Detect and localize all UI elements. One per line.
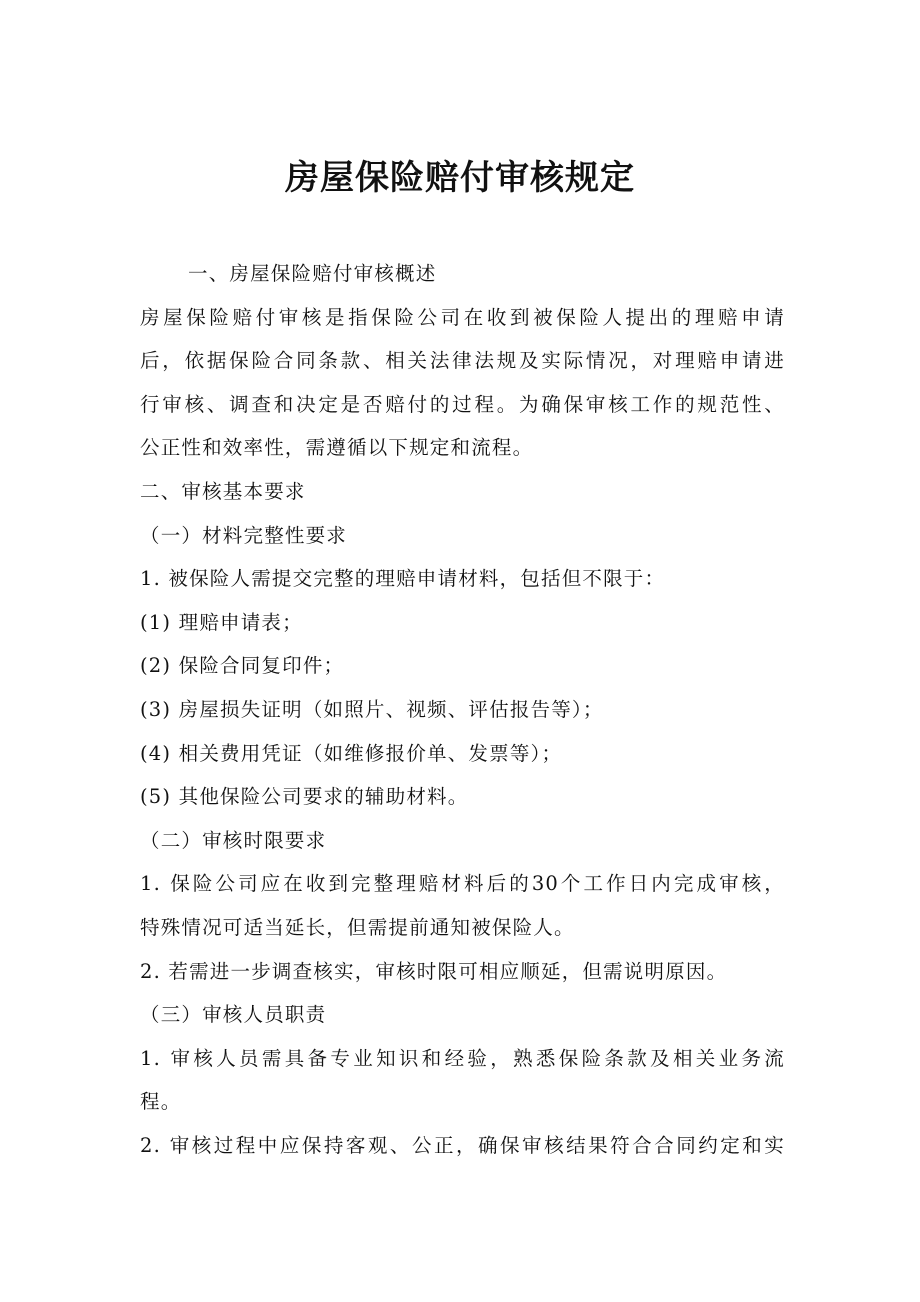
list-item: 1. 被保险人需提交完整的理赔申请材料，包括但不限于： [140, 567, 666, 591]
list-item: 2. 审核过程中应保持客观、公正，确保审核结果符合合同约定和实 [140, 1133, 785, 1157]
subsection-heading-materials: （一）材料完整性要求 [140, 523, 348, 547]
subsection-heading-reviewer-duties: （三）审核人员职责 [140, 1003, 327, 1027]
document-title: 房屋保险赔付审核规定 [285, 158, 635, 198]
paragraph-line: 房屋保险赔付审核是指保险公司在收到被保险人提出的理赔申请 [140, 305, 785, 329]
list-item: (4) 相关费用凭证（如维修报价单、发票等）； [140, 741, 563, 765]
list-item: 1. 保险公司应在收到完整理赔材料后的30个工作日内完成审核， [140, 872, 785, 896]
subsection-heading-time-limit: （二）审核时限要求 [140, 828, 327, 852]
section-heading-overview: 一、房屋保险赔付审核概述 [188, 262, 437, 285]
list-item: 1. 审核人员需具备专业知识和经验，熟悉保险条款及相关业务流 [140, 1046, 785, 1070]
list-item-continuation: 特殊情况可适当延长，但需提前通知被保险人。 [140, 915, 575, 939]
paragraph-line: 行审核、调查和决定是否赔付的过程。为确保审核工作的规范性、 [140, 392, 785, 416]
paragraph-line: 公正性和效率性，需遵循以下规定和流程。 [140, 436, 534, 460]
list-item: (2) 保险合同复印件； [140, 654, 345, 678]
list-item: (3) 房屋损失证明（如照片、视频、评估报告等）； [140, 697, 604, 721]
list-item: 2. 若需进一步调查核实，审核时限可相应顺延，但需说明原因。 [140, 959, 728, 983]
paragraph-line: 后，依据保险合同条款、相关法律法规及实际情况，对理赔申请进 [140, 349, 785, 373]
section-heading-requirements: 二、审核基本要求 [140, 479, 306, 503]
list-item: (5) 其他保险公司要求的辅助材料。 [140, 785, 469, 809]
list-item-continuation: 程。 [140, 1090, 182, 1114]
list-item: (1) 理赔申请表； [140, 610, 303, 634]
document-body [140, 252, 785, 1167]
